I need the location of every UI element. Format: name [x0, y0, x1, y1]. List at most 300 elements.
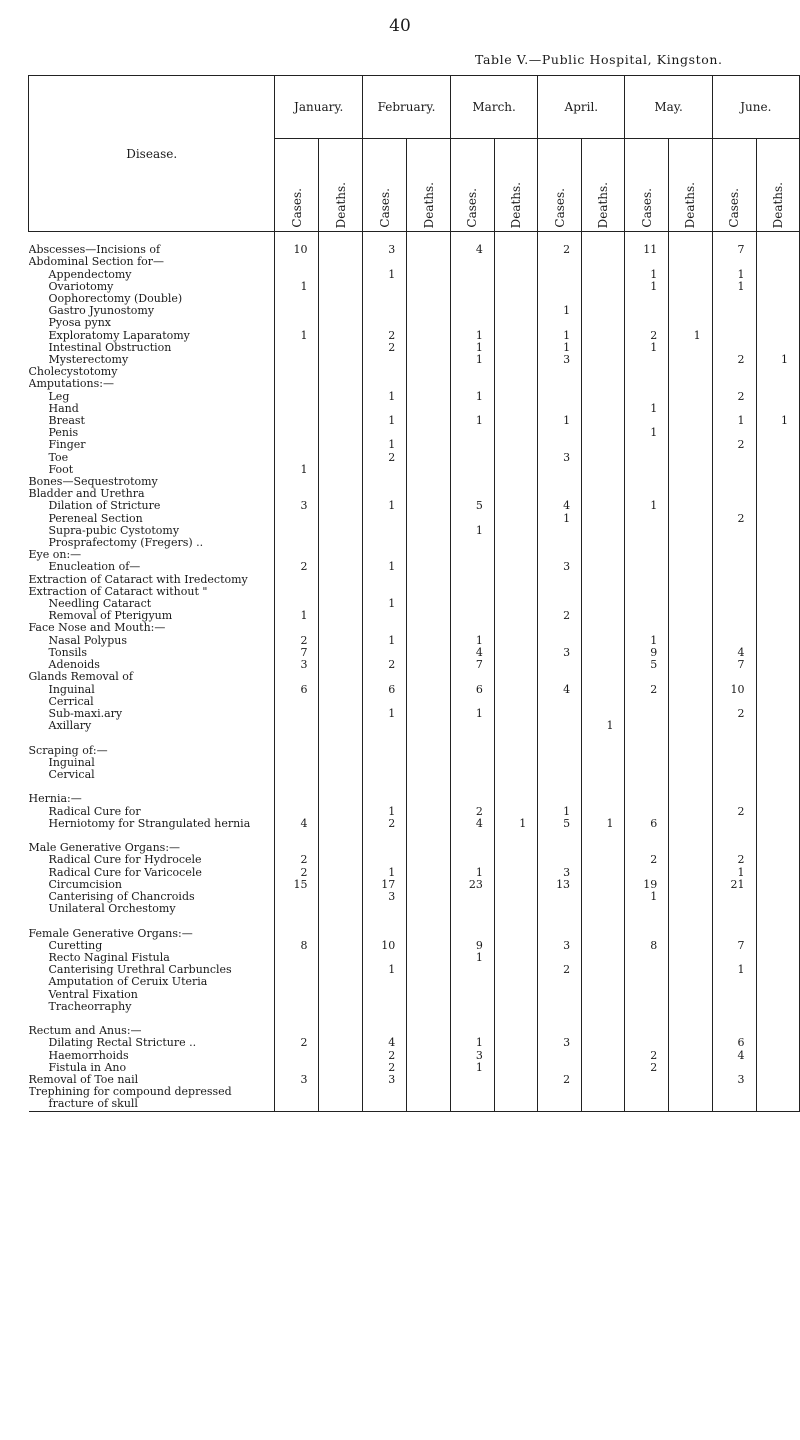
table-row [29, 793, 800, 805]
deaths-cell [407, 903, 451, 915]
cases-cell [712, 500, 756, 512]
cases-cell: 2 [362, 818, 406, 830]
cases-cell [362, 830, 406, 842]
deaths-cell [669, 696, 712, 708]
cases-cell: 1 [362, 635, 406, 647]
table-row [29, 806, 800, 818]
deaths-cell [407, 818, 451, 830]
cases-cell [451, 305, 495, 317]
cases-cell [275, 574, 319, 586]
deaths-cell [669, 952, 712, 964]
deaths-cell [494, 598, 537, 610]
cases-cell [362, 354, 406, 366]
deaths-cell [669, 989, 712, 1001]
deaths-cell [756, 561, 800, 573]
month-header: February. [362, 76, 450, 139]
deaths-cell [756, 610, 800, 622]
table-row [29, 269, 800, 281]
cases-cell [538, 745, 582, 757]
cases-cell [712, 903, 756, 915]
cases-cell [275, 256, 319, 268]
cases-cell: 3 [538, 867, 582, 879]
deaths-cell [669, 1050, 712, 1062]
cases-cell [712, 537, 756, 549]
deaths-cell [319, 769, 363, 781]
cases-cell [451, 1025, 495, 1037]
cases-cell: 2 [712, 513, 756, 525]
cases-cell: 2 [538, 964, 582, 976]
deaths-cell [319, 1074, 363, 1086]
disease-label: Mysterectomy [29, 354, 275, 366]
deaths-cell [756, 708, 800, 720]
disease-label: Circumcision [29, 879, 275, 891]
cases-cell [712, 305, 756, 317]
cases-cell [712, 452, 756, 464]
deaths-cell [494, 488, 537, 500]
cases-cell [712, 342, 756, 354]
deaths-cell [582, 781, 625, 793]
deaths-cell [494, 842, 537, 854]
cases-cell [362, 305, 406, 317]
cases-column-header [538, 139, 582, 232]
deaths-cell [756, 1062, 800, 1074]
deaths-cell [319, 635, 363, 647]
deaths-cell [669, 903, 712, 915]
table-row [29, 976, 800, 988]
cases-cell: 1 [538, 513, 582, 525]
disease-label: Inguinal [29, 757, 275, 769]
cases-cell [451, 317, 495, 329]
deaths-cell [319, 879, 363, 891]
deaths-cell [669, 976, 712, 988]
table-row [29, 671, 800, 683]
deaths-cell [669, 732, 712, 744]
deaths-cell [756, 830, 800, 842]
cases-cell [538, 391, 582, 403]
deaths-cell [407, 1025, 451, 1037]
month-header: January. [275, 76, 363, 139]
deaths-cell [756, 366, 800, 378]
month-header: April. [538, 76, 625, 139]
table-row [29, 659, 800, 671]
cases-cell [538, 1013, 582, 1025]
cases-cell [275, 452, 319, 464]
cases-cell: 7 [712, 659, 756, 671]
deaths-cell [669, 586, 712, 598]
deaths-cell [582, 842, 625, 854]
cases-cell [538, 830, 582, 842]
cases-cell [451, 903, 495, 915]
table-row [29, 305, 800, 317]
cases-cell [362, 476, 406, 488]
deaths-cell [756, 1074, 800, 1086]
cases-cell: 21 [712, 879, 756, 891]
deaths-cell [407, 269, 451, 281]
deaths-cell [756, 488, 800, 500]
table-row [29, 500, 800, 512]
deaths-cell [582, 464, 625, 476]
cases-cell: 6 [451, 684, 495, 696]
disease-label [29, 915, 275, 927]
cases-cell [275, 1050, 319, 1062]
cases-cell [451, 574, 495, 586]
disease-label: Radical Cure for [29, 806, 275, 818]
deaths-cell [582, 647, 625, 659]
deaths-cell [669, 403, 712, 415]
deaths-cell [756, 317, 800, 329]
cases-cell: 2 [362, 659, 406, 671]
cases-label: Cases. [727, 188, 742, 228]
deaths-cell [407, 720, 451, 732]
deaths-cell [582, 915, 625, 927]
disease-label: Amputation of Ceruix Uteria [29, 976, 275, 988]
deaths-cell [756, 464, 800, 476]
cases-cell [362, 232, 406, 245]
cases-cell [712, 1001, 756, 1013]
cases-cell [275, 769, 319, 781]
cases-cell [362, 1098, 406, 1111]
deaths-cell [582, 610, 625, 622]
deaths-cell [756, 952, 800, 964]
deaths-cell [669, 244, 712, 256]
cases-cell [451, 586, 495, 598]
deaths-cell [756, 244, 800, 256]
table-row [29, 488, 800, 500]
cases-cell [538, 1086, 582, 1098]
deaths-cell [319, 964, 363, 976]
deaths-cell [494, 781, 537, 793]
cases-cell [625, 574, 669, 586]
cases-cell [538, 1062, 582, 1074]
cases-cell [538, 622, 582, 634]
cases-cell [275, 537, 319, 549]
deaths-cell [756, 842, 800, 854]
deaths-cell [756, 879, 800, 891]
deaths-cell [756, 659, 800, 671]
cases-cell [451, 720, 495, 732]
deaths-cell [756, 513, 800, 525]
deaths-cell [494, 769, 537, 781]
cases-cell: 3 [538, 940, 582, 952]
deaths-cell [582, 1098, 625, 1111]
deaths-cell [669, 1062, 712, 1074]
deaths-cell [407, 976, 451, 988]
cases-cell [712, 378, 756, 390]
table-row [29, 378, 800, 390]
deaths-cell [756, 500, 800, 512]
cases-cell [275, 757, 319, 769]
deaths-cell [494, 232, 537, 245]
deaths-cell [582, 757, 625, 769]
cases-cell [538, 525, 582, 537]
deaths-cell [319, 281, 363, 293]
deaths-cell [494, 1074, 537, 1086]
table-row [29, 1050, 800, 1062]
deaths-cell [407, 1062, 451, 1074]
deaths-cell [756, 781, 800, 793]
deaths-cell [407, 684, 451, 696]
disease-label: Leg [29, 391, 275, 403]
disease-label: Cholecystotomy [29, 366, 275, 378]
cases-cell [538, 1098, 582, 1111]
deaths-cell [669, 317, 712, 329]
deaths-cell [407, 476, 451, 488]
cases-cell [625, 513, 669, 525]
cases-cell [712, 842, 756, 854]
deaths-cell [319, 1013, 363, 1025]
deaths-cell [407, 854, 451, 866]
table-row [29, 647, 800, 659]
deaths-cell [407, 415, 451, 427]
deaths-cell [494, 1013, 537, 1025]
deaths-cell [494, 256, 537, 268]
deaths-cell [582, 598, 625, 610]
deaths-cell [669, 391, 712, 403]
table-row [29, 403, 800, 415]
cases-cell: 11 [625, 244, 669, 256]
deaths-cell [319, 378, 363, 390]
deaths-cell [669, 610, 712, 622]
cases-cell [362, 1001, 406, 1013]
cases-cell: 1 [362, 500, 406, 512]
deaths-cell: 1 [756, 415, 800, 427]
cases-cell: 1 [451, 342, 495, 354]
deaths-cell [319, 793, 363, 805]
cases-cell [712, 427, 756, 439]
cases-cell [451, 1013, 495, 1025]
cases-cell: 1 [625, 342, 669, 354]
cases-cell [625, 1025, 669, 1037]
deaths-cell [669, 769, 712, 781]
cases-cell [275, 928, 319, 940]
deaths-cell [494, 659, 537, 671]
deaths-cell [669, 1037, 712, 1049]
deaths-cell [669, 281, 712, 293]
cases-cell [712, 1025, 756, 1037]
cases-cell [625, 976, 669, 988]
cases-cell [625, 317, 669, 329]
deaths-cell [319, 684, 363, 696]
cases-cell [451, 378, 495, 390]
cases-cell: 2 [712, 854, 756, 866]
deaths-cell [582, 769, 625, 781]
deaths-cell [582, 830, 625, 842]
deaths-cell [669, 488, 712, 500]
deaths-cell [756, 391, 800, 403]
cases-cell: 1 [451, 708, 495, 720]
disease-label: Inguinal [29, 684, 275, 696]
table-row [29, 256, 800, 268]
deaths-cell [756, 281, 800, 293]
cases-cell: 1 [362, 439, 406, 451]
deaths-cell [319, 976, 363, 988]
deaths-cell [494, 806, 537, 818]
cases-cell [625, 391, 669, 403]
deaths-cell [319, 915, 363, 927]
deaths-cell [407, 305, 451, 317]
cases-cell: 6 [625, 818, 669, 830]
cases-cell [625, 964, 669, 976]
deaths-cell [319, 549, 363, 561]
cases-cell [451, 366, 495, 378]
cases-cell [625, 989, 669, 1001]
disease-label: Prosprafectomy (Fregers) .. [29, 537, 275, 549]
cases-cell [712, 635, 756, 647]
cases-cell [712, 476, 756, 488]
cases-cell: 1 [362, 391, 406, 403]
deaths-cell [494, 757, 537, 769]
cases-cell [451, 1098, 495, 1111]
deaths-cell [669, 378, 712, 390]
cases-cell [451, 488, 495, 500]
cases-cell [712, 928, 756, 940]
deaths-cell [407, 403, 451, 415]
deaths-cell [319, 622, 363, 634]
deaths-cell [319, 708, 363, 720]
cases-label: Cases. [639, 188, 654, 228]
deaths-cell [407, 439, 451, 451]
cases-cell [451, 781, 495, 793]
deaths-cell [407, 952, 451, 964]
deaths-cell [756, 757, 800, 769]
cases-cell [625, 915, 669, 927]
cases-cell [275, 745, 319, 757]
disease-label: Removal of Pterigyum [29, 610, 275, 622]
table-row [29, 317, 800, 329]
cases-cell [362, 854, 406, 866]
cases-cell [625, 720, 669, 732]
cases-cell [275, 964, 319, 976]
deaths-cell [582, 732, 625, 744]
deaths-cell [494, 720, 537, 732]
deaths-cell [494, 281, 537, 293]
cases-cell [275, 427, 319, 439]
deaths-cell [494, 879, 537, 891]
deaths-cell [494, 647, 537, 659]
disease-label: Gastro Jyunostomy [29, 305, 275, 317]
deaths-cell [756, 476, 800, 488]
deaths-cell [756, 598, 800, 610]
cases-cell [362, 378, 406, 390]
cases-cell [712, 232, 756, 245]
deaths-cell [669, 1074, 712, 1086]
deaths-cell [582, 867, 625, 879]
cases-cell [712, 574, 756, 586]
cases-cell [625, 366, 669, 378]
deaths-cell [407, 708, 451, 720]
deaths-cell [319, 940, 363, 952]
deaths-cell: 1 [494, 818, 537, 830]
cases-cell [625, 415, 669, 427]
cases-cell [451, 671, 495, 683]
deaths-cell [756, 903, 800, 915]
deaths-cell [756, 1025, 800, 1037]
deaths-cell [582, 439, 625, 451]
cases-cell: 1 [451, 635, 495, 647]
cases-cell: 1 [275, 281, 319, 293]
deaths-cell [494, 293, 537, 305]
deaths-cell [407, 464, 451, 476]
cases-cell: 1 [451, 354, 495, 366]
disease-label: Removal of Toe nail [29, 1074, 275, 1086]
cases-cell [451, 1086, 495, 1098]
cases-cell [362, 793, 406, 805]
cases-cell [362, 549, 406, 561]
operations-table [28, 75, 800, 1112]
deaths-cell [669, 647, 712, 659]
cases-cell: 1 [451, 330, 495, 342]
cases-cell [712, 818, 756, 830]
deaths-cell [582, 1013, 625, 1025]
deaths-cell [407, 659, 451, 671]
deaths-cell [407, 1050, 451, 1062]
cases-cell: 1 [538, 330, 582, 342]
deaths-cell [319, 928, 363, 940]
deaths-label: Deaths. [333, 181, 348, 228]
cases-cell [275, 1013, 319, 1025]
deaths-cell [756, 574, 800, 586]
cases-cell: 1 [451, 867, 495, 879]
deaths-cell [407, 1037, 451, 1049]
deaths-cell [669, 1025, 712, 1037]
cases-cell: 1 [625, 891, 669, 903]
disease-label: Bones—Sequestrotomy [29, 476, 275, 488]
cases-cell: 4 [362, 1037, 406, 1049]
cases-cell [275, 806, 319, 818]
cases-cell: 9 [451, 940, 495, 952]
deaths-cell [669, 269, 712, 281]
deaths-cell [407, 598, 451, 610]
cases-cell: 2 [275, 854, 319, 866]
cases-cell [538, 476, 582, 488]
deaths-cell [319, 403, 363, 415]
cases-cell [362, 537, 406, 549]
cases-cell [625, 781, 669, 793]
cases-cell [275, 708, 319, 720]
cases-cell [362, 903, 406, 915]
deaths-cell [319, 317, 363, 329]
cases-cell [451, 769, 495, 781]
deaths-cell [582, 793, 625, 805]
cases-cell [625, 439, 669, 451]
cases-cell [275, 952, 319, 964]
cases-cell [362, 525, 406, 537]
cases-cell [538, 256, 582, 268]
cases-cell: 3 [538, 561, 582, 573]
deaths-cell [407, 513, 451, 525]
cases-cell: 1 [538, 342, 582, 354]
deaths-cell [756, 269, 800, 281]
cases-cell [625, 452, 669, 464]
deaths-cell [319, 891, 363, 903]
cases-cell [362, 403, 406, 415]
cases-cell: 9 [625, 647, 669, 659]
cases-cell: 6 [362, 684, 406, 696]
deaths-cell [582, 989, 625, 1001]
disease-label: Penis [29, 427, 275, 439]
deaths-cell [756, 232, 800, 245]
cases-cell [362, 366, 406, 378]
cases-cell [362, 732, 406, 744]
deaths-cell [582, 586, 625, 598]
deaths-cell [582, 964, 625, 976]
deaths-cell [582, 879, 625, 891]
deaths-cell [494, 1037, 537, 1049]
cases-cell [275, 415, 319, 427]
cases-cell [625, 305, 669, 317]
cases-cell [712, 525, 756, 537]
cases-cell [538, 464, 582, 476]
